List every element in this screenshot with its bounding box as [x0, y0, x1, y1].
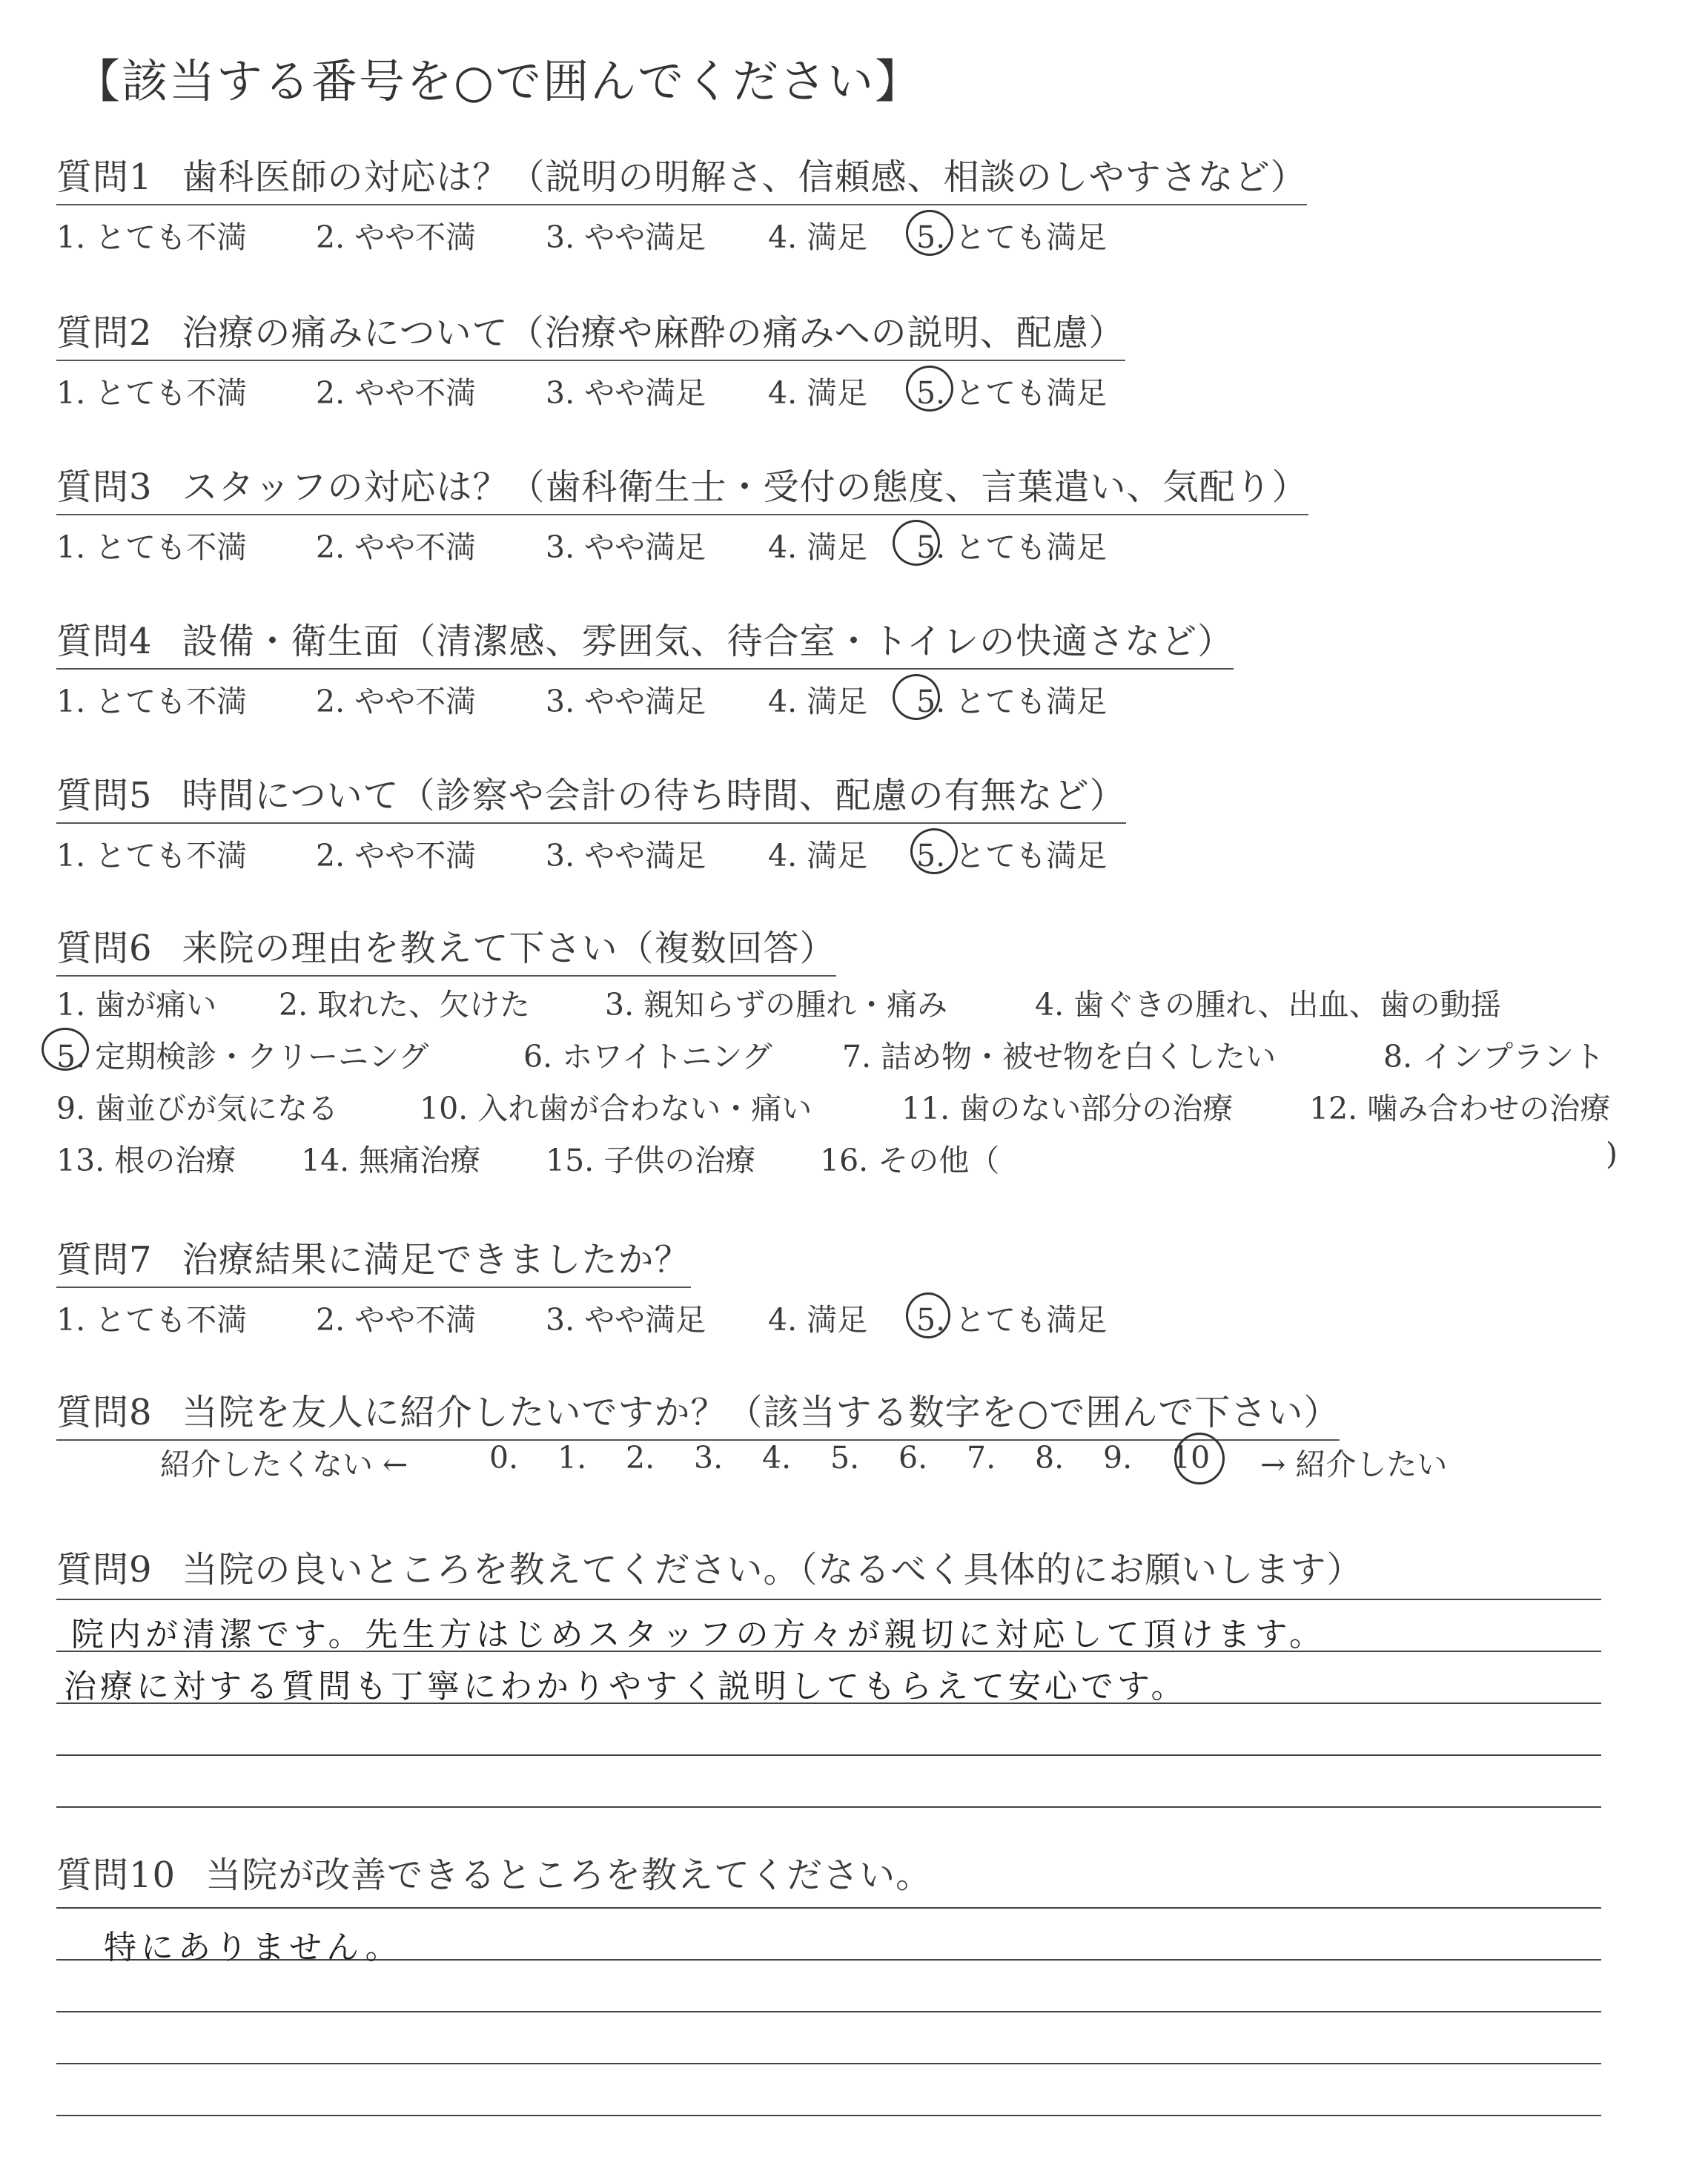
question-8-heading [56, 1384, 1340, 1441]
answer-line [56, 2063, 1601, 2064]
question-5-heading [56, 767, 1126, 824]
rating-option[interactable]: 2. やや不満 [316, 529, 477, 565]
question-7 [56, 1231, 1108, 1340]
answer-line [56, 2115, 1601, 2116]
nps-right-label: → 紹介したい [1260, 1447, 1448, 1482]
question-4 [56, 612, 1234, 721]
rating-option[interactable]: 5. とても満足 [916, 1302, 1108, 1338]
rating-option[interactable]: 2. やや不満 [316, 219, 477, 255]
rating-option[interactable]: 4. 満足 [768, 529, 868, 565]
question-4-heading [56, 612, 1234, 670]
rating-option[interactable]: 5. とても満足 [916, 529, 1108, 565]
rating-option[interactable]: 2. やや不満 [316, 375, 477, 411]
question-1-heading [56, 148, 1307, 205]
rating-option[interactable]: 2. やや不満 [316, 838, 477, 873]
rating-option[interactable]: 4. 満足 [768, 219, 868, 255]
rating-option[interactable]: 3. やや満足 [546, 375, 706, 411]
reason-option[interactable]: 3. 親知らずの腫れ・痛み [605, 987, 948, 1023]
rating-option[interactable]: 1. とても不満 [56, 375, 248, 411]
nps-option[interactable]: 9. [1103, 1440, 1133, 1476]
nps-left-label: 紹介したくない ← [160, 1447, 408, 1482]
rating-option[interactable]: 3. やや満足 [546, 219, 706, 255]
reason-option[interactable]: 5. 定期検診・クリーニング [56, 1039, 429, 1074]
rating-option[interactable]: 4. 満足 [768, 684, 868, 719]
question-10 [56, 1846, 932, 1898]
question-text: 当院を友人に紹介したいですか？（該当する数字を○で囲んで下さい） [182, 1392, 1340, 1433]
question-number: 質問9 [56, 1549, 153, 1591]
reason-option[interactable]: 4. 歯ぐきの腫れ、出血、歯の動揺 [1035, 987, 1501, 1023]
reason-option-close: ) [1606, 1136, 1618, 1172]
q9-answer-text[interactable]: 院内が清潔です。先生方はじめスタッフの方々が親切に対応して頂けます。 [71, 1616, 1326, 1654]
reason-row [56, 1136, 1672, 1188]
question-text: 当院の良いところを教えてください。（なるべく具体的にお願いします） [182, 1549, 1363, 1591]
nps-option[interactable]: 0. [489, 1440, 519, 1476]
selection-circle [906, 210, 953, 256]
question-1 [56, 148, 1307, 257]
selection-circle [910, 828, 958, 874]
nps-option[interactable]: 4. [762, 1440, 792, 1476]
answer-line [56, 1754, 1601, 1756]
question-8 [56, 1384, 1340, 1441]
nps-option[interactable]: 1. [557, 1440, 587, 1476]
question-text: 時間について（診察や会計の待ち時間、配慮の有無など） [182, 775, 1126, 816]
reason-option[interactable]: 10. 入れ歯が合わない・痛い [420, 1091, 812, 1126]
rating-option[interactable]: 1. とても不満 [56, 838, 248, 873]
reason-option[interactable]: 16. その他（ [820, 1143, 1000, 1178]
rating-options [56, 213, 1307, 257]
question-number: 質問8 [56, 1392, 153, 1433]
rating-option[interactable]: 4. 満足 [768, 375, 868, 411]
reason-option[interactable]: 9. 歯並びが気になる [56, 1091, 339, 1126]
selection-circle [906, 1292, 950, 1338]
q10-answer-text[interactable]: 特にありません。 [104, 1929, 403, 1966]
reason-row [56, 980, 1672, 1032]
selection-circle [893, 674, 940, 720]
question-text: 設備・衛生面（清潔感、雰囲気、待合室・トイレの快適さなど） [182, 621, 1234, 662]
reason-option[interactable]: 2. 取れた、欠けた [279, 987, 531, 1023]
question-7-heading [56, 1231, 691, 1288]
answer-line [56, 1907, 1601, 1909]
reason-option[interactable]: 1. 歯が痛い [56, 987, 217, 1023]
rating-options [56, 831, 1126, 876]
reason-option[interactable]: 15. 子供の治療 [546, 1143, 756, 1178]
answer-line [56, 2011, 1601, 2012]
question-9 [56, 1541, 1363, 1592]
question-9-heading [56, 1541, 1363, 1592]
nps-option[interactable]: 6. [898, 1440, 928, 1476]
rating-option[interactable]: 1. とても不満 [56, 219, 248, 255]
rating-option[interactable]: 5. とても満足 [916, 375, 1108, 411]
reason-option[interactable]: 14. 無痛治療 [301, 1143, 481, 1178]
question-number: 質問7 [56, 1239, 153, 1281]
reason-option[interactable]: 7. 詰め物・被せ物を白くしたい [842, 1039, 1277, 1074]
question-3 [56, 458, 1308, 567]
rating-option[interactable]: 3. やや満足 [546, 838, 706, 873]
q9-answer-text[interactable]: 治療に対する質問も丁寧にわかりやすく説明してもらえて安心です。 [64, 1668, 1188, 1705]
question-5 [56, 767, 1126, 876]
reason-option[interactable]: 11. 歯のない部分の治療 [901, 1091, 1234, 1126]
question-10-heading [56, 1846, 932, 1898]
reason-option[interactable]: 12. 噛み合わせの治療 [1309, 1091, 1611, 1126]
reason-row [56, 1032, 1672, 1084]
question-number: 質問1 [56, 156, 153, 198]
selection-circle [1174, 1433, 1225, 1484]
nps-option[interactable]: 5. [830, 1440, 860, 1476]
rating-option[interactable]: 1. とても不満 [56, 684, 248, 719]
rating-option[interactable]: 1. とても不満 [56, 529, 248, 565]
reason-option[interactable]: 8. インプラント [1383, 1039, 1605, 1074]
nps-option[interactable]: 3. [694, 1440, 724, 1476]
question-6-heading [56, 919, 836, 977]
rating-option[interactable]: 3. やや満足 [546, 529, 706, 565]
question-6 [56, 919, 836, 977]
question-text: 治療の痛みについて（治療や麻酔の痛みへの説明、配慮） [182, 312, 1125, 354]
rating-option[interactable]: 3. やや満足 [546, 1302, 706, 1338]
question-number: 質問4 [56, 621, 153, 662]
question-text: 治療結果に満足できましたか？ [182, 1239, 691, 1281]
selection-circle [42, 1028, 89, 1071]
nps-option[interactable]: 8. [1035, 1440, 1065, 1476]
rating-option[interactable]: 5. とても満足 [916, 684, 1108, 719]
nps-option[interactable]: 7. [967, 1440, 996, 1476]
reason-option[interactable]: 6. ホワイトニング [523, 1039, 772, 1074]
question-2 [56, 304, 1125, 413]
selection-circle [906, 366, 953, 412]
reason-option[interactable]: 13. 根の治療 [56, 1143, 236, 1178]
question-number: 質問2 [56, 312, 153, 354]
question-number: 質問5 [56, 775, 153, 816]
question-number: 質問3 [56, 466, 153, 508]
rating-option[interactable]: 5. とても満足 [916, 838, 1108, 873]
question-text: スタッフの対応は？（歯科衛生士・受付の態度、言葉遣い、気配り） [182, 466, 1308, 508]
page-title: 【該当する番号を○で囲んでください】 [74, 54, 923, 108]
rating-option[interactable]: 3. やや満足 [546, 684, 706, 719]
selection-circle [893, 520, 940, 566]
reason-row [56, 1084, 1672, 1136]
rating-option[interactable]: 4. 満足 [768, 1302, 868, 1338]
question-2-heading [56, 304, 1125, 361]
rating-option[interactable]: 5. とても満足 [916, 219, 1108, 255]
rating-option[interactable]: 1. とても不満 [56, 1302, 248, 1338]
rating-option[interactable]: 2. やや不満 [316, 1302, 477, 1338]
reason-options [56, 980, 1672, 1188]
rating-options [56, 677, 1234, 721]
rating-option[interactable]: 4. 満足 [768, 838, 868, 873]
nps-option[interactable]: 2. [626, 1440, 655, 1476]
question-number: 質問10 [56, 1855, 176, 1896]
question-number: 質問6 [56, 928, 153, 969]
rating-options [56, 523, 1308, 567]
rating-options [56, 369, 1125, 413]
answer-line [56, 1599, 1601, 1600]
rating-options [56, 1295, 1108, 1340]
question-text: 当院が改善できるところを教えてください。 [205, 1855, 933, 1896]
answer-line [56, 1806, 1601, 1808]
nps-option[interactable]: 10 [1171, 1440, 1211, 1476]
question-text: 来院の理由を教えて下さい（複数回答） [182, 928, 836, 969]
rating-option[interactable]: 2. やや不満 [316, 684, 477, 719]
question-text: 歯科医師の対応は？（説明の明解さ、信頼感、相談のしやすさなど） [182, 156, 1307, 198]
question-3-heading [56, 458, 1308, 515]
